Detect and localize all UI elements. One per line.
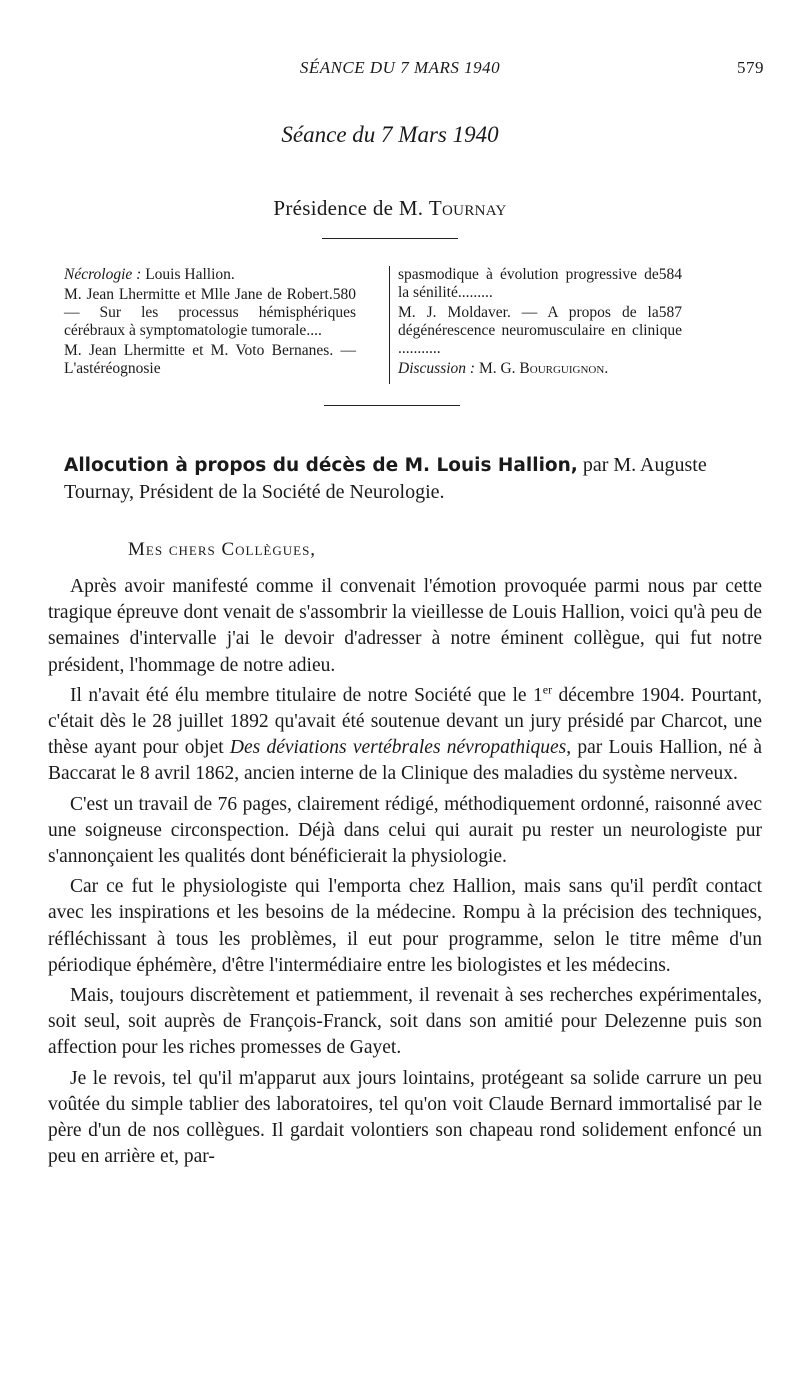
- seance-title: Séance du 7 Mars 1940: [281, 122, 499, 147]
- toc-right-column: [398, 266, 682, 378]
- paragraph-part: , par Louis Hallion, né à Baccarat le 8 avril 1862, ancien interne de la Clinique des maladies du système nerveux.: [48, 737, 762, 785]
- toc-entry: [398, 360, 682, 378]
- presidence-prefix: Présidence de M.: [273, 196, 424, 220]
- article-heading: [64, 452, 762, 506]
- toc-entry-text: M. G. Bourguignon.: [478, 360, 609, 377]
- paragraph: Je le revois, tel qu'il m'apparut aux jours lointains, protégeant sa solide carrure un peu voûtée du simple tablier des laboratoires, tel qu'on voit Claude Bernard immortalisé par le père d'un de nos collègues. Il gardait volontiers son chapeau rond solidement enfoncé un peu en arrière et, par-: [48, 1067, 762, 1168]
- page-number: 579: [737, 58, 764, 77]
- toc-left-column: [64, 266, 356, 378]
- toc-entry: [398, 304, 682, 358]
- paragraph: Car ce fut le physiologiste qui l'emporta chez Hallion, mais sans qu'il perdît contact avec les inspirations et les besoins de la médecine. Rompu à la précision des techniques, réfléchissant à tous les problèmes, il eut pour programme, selon le titre même d'un périodique éphémère, d'être l'intermédiaire entre les biologistes et les médecins.: [48, 876, 762, 976]
- salutation: Mes chers Collègues,: [128, 539, 317, 560]
- toc-column-separator: [389, 266, 390, 384]
- paragraph-part: Il n'avait été élu membre titulaire de notre Société que le 1: [70, 684, 543, 706]
- toc-entry-text: M. Jean Lhermitte et Mlle Jane de Robert. — Sur les processus hémisphériques cérébraux à symptomatologie tumorale....: [64, 286, 356, 339]
- presidence-line: [0, 196, 780, 221]
- paragraph-part: décembre 1904. Pourtant, c'était dès le 28 juillet 1892 qu'avait été soutenue devant un jury présidé par Charcot, une thèse ayant pour objet: [48, 684, 762, 759]
- toc-entry-page: 580: [332, 286, 356, 303]
- toc-entry: [398, 266, 682, 302]
- toc-entry-lead: Nécrologie :: [64, 266, 142, 283]
- superscript: er: [542, 682, 553, 697]
- toc-entry: [64, 266, 356, 284]
- paragraph: Après avoir manifesté comme il convenait l'émotion provoquée parmi nous par cette tragique épreuve dont venait de s'assombrir la vieillesse de Louis Hallion, voici qu'à peu de semaines d'intervalle j'ai le devoir d'adresser à notre éminent collègue, qui fut notre président, l'hommage de notre adieu.: [48, 576, 762, 676]
- article-body: [48, 574, 762, 1170]
- paragraph: [48, 683, 762, 788]
- article-heading-bold: Allocution à propos du décès de M. Louis Hallion,: [64, 455, 578, 476]
- paragraph: Mais, toujours discrètement et patiemment, il revenait à ses recherches expérimentales, soit seul, soit auprès de François-Franck, soit dans son amitié pour Delezenne puis son affection pour les riches promesses de Gayet.: [48, 985, 762, 1059]
- toc-entry: [64, 286, 356, 340]
- toc-entry-text: M. Jean Lhermitte et M. Voto Bernanes. — L'astéréognosie: [64, 342, 356, 377]
- thesis-title: Des déviations vertébrales névropathiques: [229, 737, 567, 759]
- president-name: Tournay: [428, 196, 507, 220]
- toc-entry: [64, 342, 356, 378]
- toc-entry-text: spasmodique à évolution progressive de la sénilité.........: [398, 266, 659, 301]
- toc-entry-page: 587: [658, 304, 682, 321]
- divider-top: [322, 238, 458, 239]
- divider-bottom: [324, 405, 460, 406]
- toc-entry-lead: Discussion :: [398, 360, 476, 377]
- toc-entry-text: M. J. Moldaver. — A propos de la dégénérescence neuromusculaire en clinique ...........: [398, 304, 682, 357]
- running-head-title: SÉANCE DU 7 MARS 1940: [299, 58, 501, 77]
- paragraph: C'est un travail de 76 pages, clairement rédigé, méthodiquement ordonné, raisonné avec une soigneuse circonspection. Déjà dans celui qui aurait pu rester un neurologiste pur s'annonçaient les qualités dont bénéficierait la physiologie.: [48, 793, 762, 868]
- toc-entry-text: Louis Hallion.: [145, 266, 235, 283]
- article-heading-rest: par M. Auguste Tournay, Président de la Société de Neurologie.: [64, 454, 707, 503]
- toc-entry-page: 584: [658, 266, 682, 283]
